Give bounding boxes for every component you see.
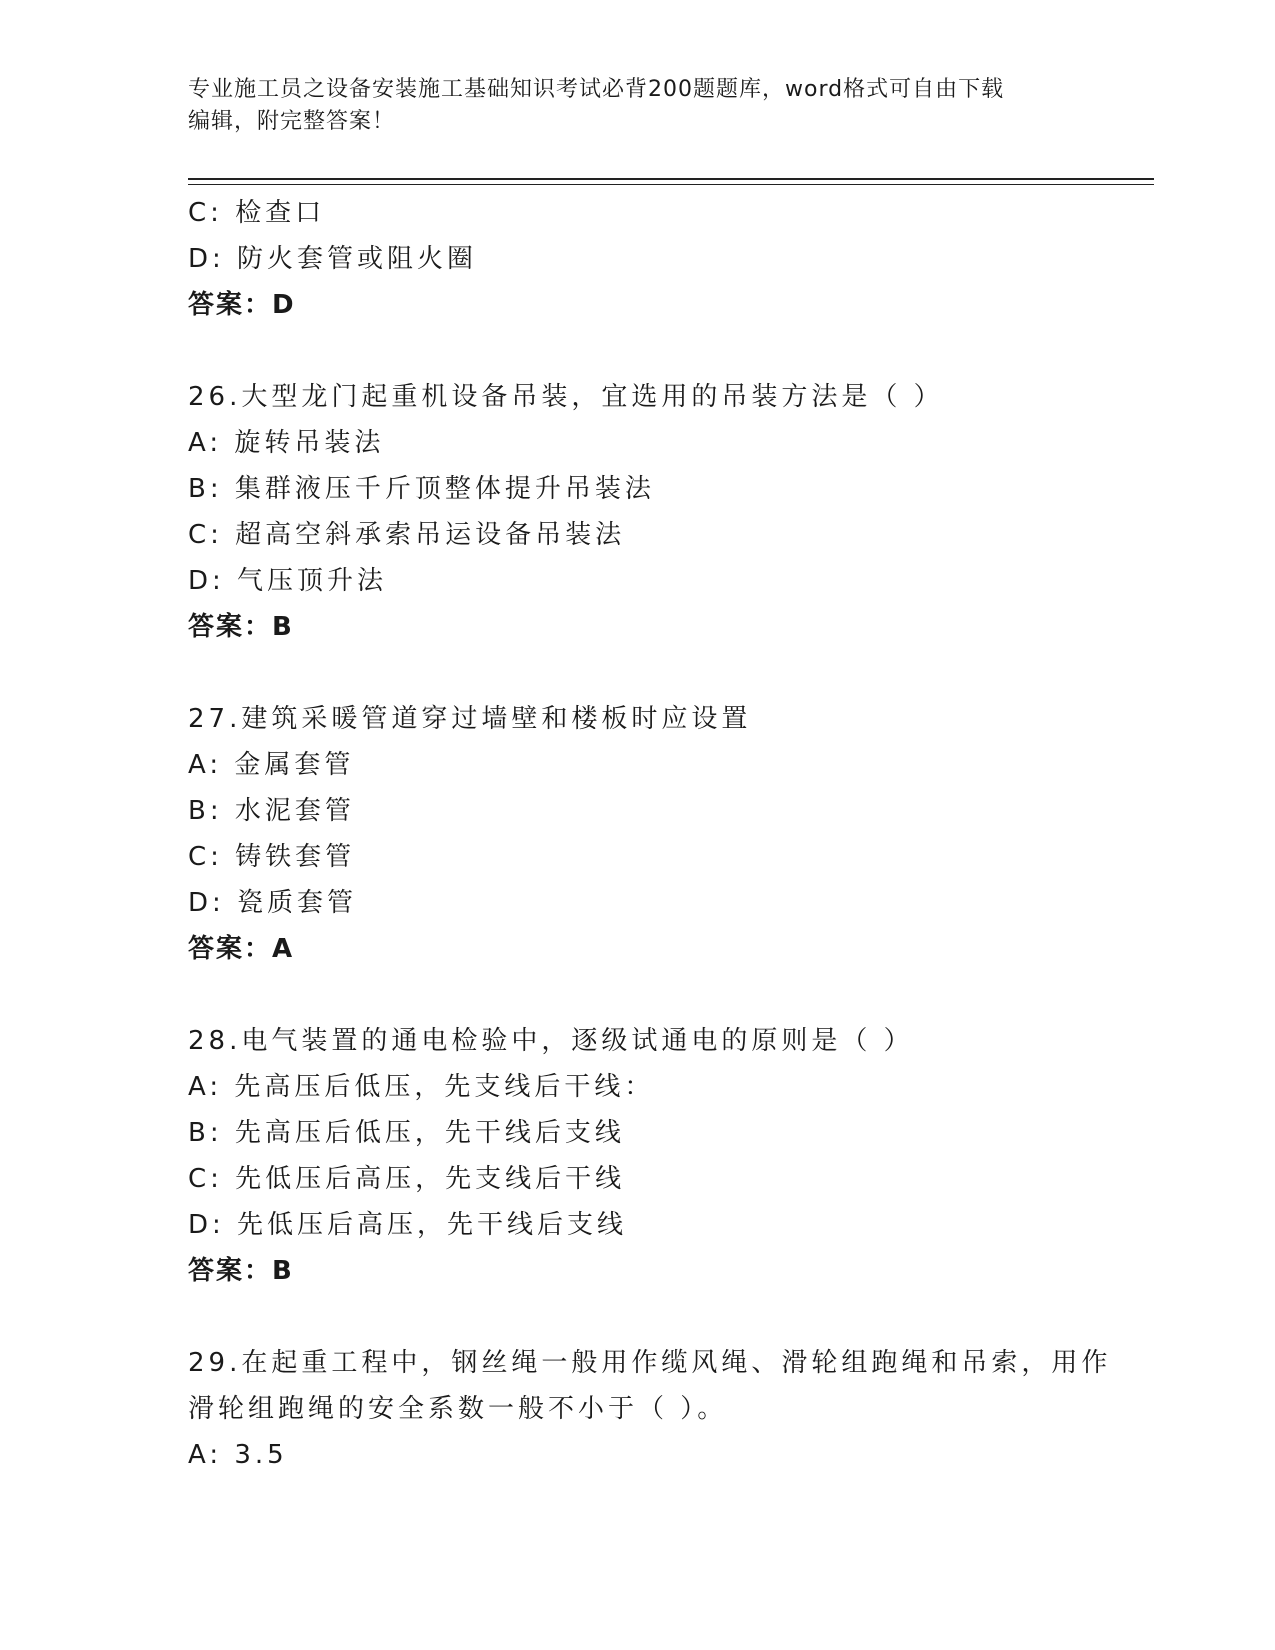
option-a: A: 旋转吊装法 — [188, 428, 385, 458]
option-b: B: 先高压后低压，先干线后支线 — [188, 1118, 625, 1148]
option-c: C: 铸铁套管 — [188, 842, 356, 872]
header-title-line-1: 专业施工员之设备安装施工基础知识考试必背200题题库，word格式可自由下载 — [188, 77, 1005, 102]
option-d: D: 防火套管或阻火圈 — [188, 244, 478, 274]
option-a: A: 3.5 — [188, 1440, 288, 1470]
option-d: D: 气压顶升法 — [188, 566, 388, 596]
option-d: D: 瓷质套管 — [188, 888, 358, 918]
answer-label: 答案：B — [188, 612, 294, 642]
answer-label: 答案：D — [188, 290, 296, 320]
header-divider-thick — [188, 178, 1154, 180]
spacer — [188, 972, 1128, 1018]
option-b: B: 集群液压千斤顶整体提升吊装法 — [188, 474, 655, 504]
answer-label: 答案：B — [188, 1256, 294, 1286]
header-title-line-2: 编辑，附完整答案！ — [188, 109, 396, 134]
question-stem-line-2: 滑轮组跑绳的安全系数一般不小于（ ）。 — [188, 1394, 728, 1424]
question-stem: 27.建筑采暖管道穿过墙壁和楼板时应设置 — [188, 704, 752, 734]
option-b: B: 水泥套管 — [188, 796, 355, 826]
option-a: A: 金属套管 — [188, 750, 355, 780]
spacer — [188, 650, 1128, 696]
answer-label: 答案：A — [188, 934, 295, 964]
option-c: C: 超高空斜承索吊运设备吊装法 — [188, 520, 626, 550]
spacer — [188, 328, 1128, 374]
option-c: C: 先低压后高压，先支线后干线 — [188, 1164, 626, 1194]
spacer — [188, 1294, 1128, 1340]
header-divider-thin — [188, 184, 1154, 185]
question-list — [188, 190, 1128, 1478]
document-header — [188, 74, 1088, 138]
option-c: C: 检查口 — [188, 198, 326, 228]
option-a: A: 先高压后低压，先支线后干线： — [188, 1072, 655, 1102]
option-d: D: 先低压后高压，先干线后支线 — [188, 1210, 628, 1240]
question-stem-line-1: 29.在起重工程中，钢丝绳一般用作缆风绳、滑轮组跑绳和吊索，用作 — [188, 1348, 1112, 1378]
question-stem: 26.大型龙门起重机设备吊装，宜选用的吊装方法是（ ） — [188, 382, 944, 412]
question-stem: 28.电气装置的通电检验中，逐级试通电的原则是（ ） — [188, 1026, 914, 1056]
